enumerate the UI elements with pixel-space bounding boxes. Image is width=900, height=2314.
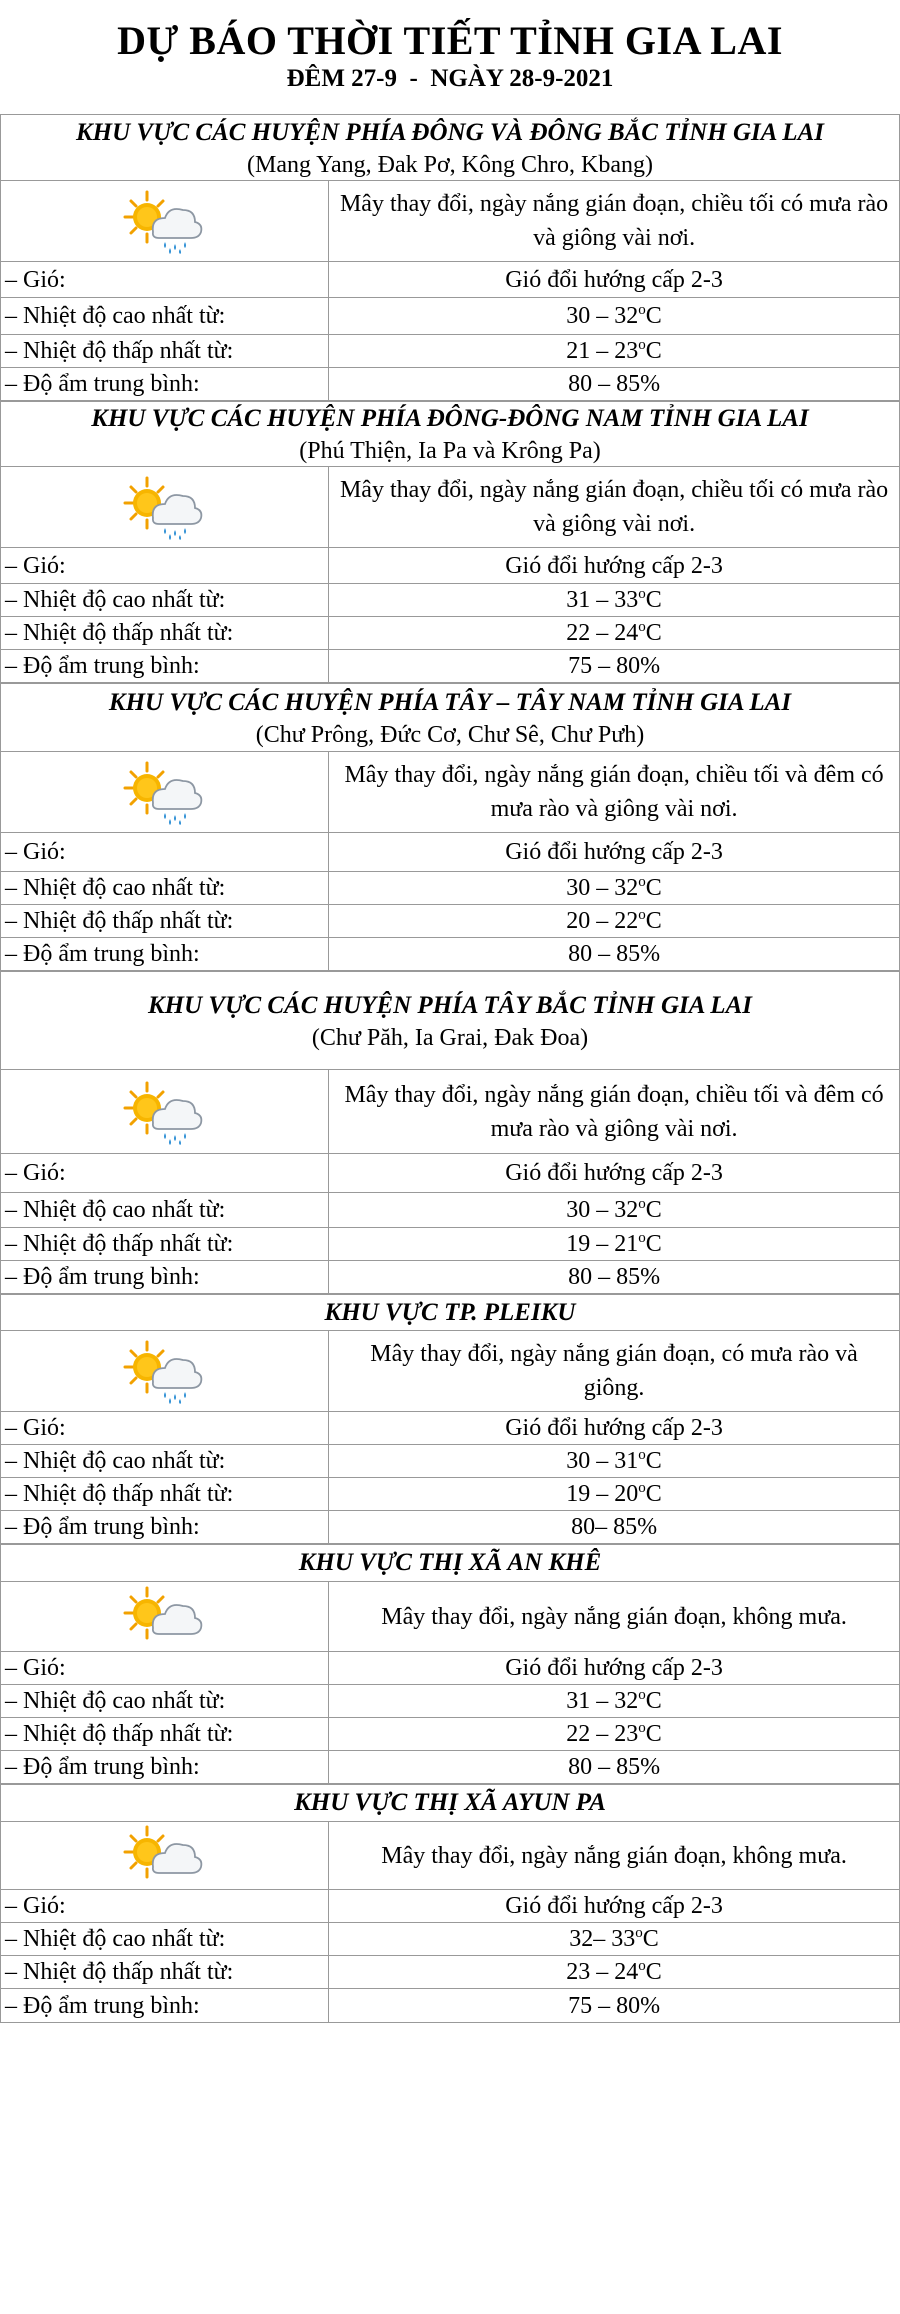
weather-icon-cell: [1, 1331, 329, 1412]
wind-value: Gió đổi hướng cấp 2-3: [329, 1154, 900, 1193]
region-header: [1, 402, 900, 467]
humidity-value: 80 – 85%: [329, 938, 900, 971]
region-name: KHU VỰC TP. PLEIKU: [324, 1298, 576, 1326]
humidity-value: 80 – 85%: [329, 1751, 900, 1784]
min-temp-number: 22 – 23: [566, 1721, 639, 1747]
min-temp-label: – Nhiệt độ thấp nhất từ:: [1, 1956, 329, 1989]
humidity-label: – Độ ẩm trung bình:: [1, 1989, 329, 2023]
degree-sup: o: [638, 1720, 646, 1736]
degree-sup: o: [638, 586, 646, 602]
max-temp-number: 32– 33: [569, 1926, 636, 1952]
temp-unit: C: [645, 1481, 662, 1507]
forecast-table: [0, 114, 900, 2023]
region-header: [1, 1295, 900, 1331]
weather-description: Mây thay đổi, ngày nắng gián đoạn, chiều tối và đêm có mưa rào và giông vài nơi.: [329, 1070, 900, 1154]
weather-description: Mây thay đổi, ngày nắng gián đoạn, chiều tối và đêm có mưa rào và giông vài nơi.: [329, 752, 900, 833]
humidity-value: 80– 85%: [329, 1511, 900, 1544]
sun-cloud-icon: [123, 1584, 207, 1650]
max-temp-label: – Nhiệt độ cao nhất từ:: [1, 298, 329, 335]
wind-value: Gió đổi hướng cấp 2-3: [329, 262, 900, 298]
temp-unit: C: [645, 1448, 662, 1474]
region-districts: (Mang Yang, Đak Pơ, Kông Chro, Kbang): [246, 151, 653, 178]
wind-label: – Gió:: [1, 833, 329, 872]
humidity-label: – Độ ẩm trung bình:: [1, 1261, 329, 1294]
degree-sup: o: [638, 1447, 646, 1463]
temp-unit: C: [645, 338, 662, 364]
wind-value: Gió đổi hướng cấp 2-3: [329, 1890, 900, 1923]
temp-unit: C: [645, 1688, 662, 1714]
degree-sup: o: [638, 1687, 646, 1703]
max-temp-value: [329, 298, 900, 335]
max-temp-number: 31 – 33: [566, 587, 639, 613]
degree-sup: o: [635, 1925, 643, 1941]
region-table: [0, 683, 900, 971]
region-header: [1, 684, 900, 752]
weather-icon-cell: [1, 1582, 329, 1652]
wind-value: Gió đổi hướng cấp 2-3: [329, 548, 900, 584]
wind-value: Gió đổi hướng cấp 2-3: [329, 1652, 900, 1685]
max-temp-value: [329, 1445, 900, 1478]
min-temp-label: – Nhiệt độ thấp nhất từ:: [1, 617, 329, 650]
wind-label: – Gió:: [1, 548, 329, 584]
min-temp-number: 21 – 23: [566, 338, 639, 364]
region-table: [0, 1544, 900, 1784]
max-temp-value: [329, 1685, 900, 1718]
min-temp-number: 22 – 24: [566, 620, 639, 646]
weather-description: Mây thay đổi, ngày nắng gián đoạn, chiều tối có mưa rào và giông vài nơi.: [329, 467, 900, 548]
max-temp-number: 30 – 31: [566, 1448, 639, 1474]
min-temp-value: [329, 1718, 900, 1751]
wind-label: – Gió:: [1, 1154, 329, 1193]
region-header: [1, 115, 900, 181]
degree-sup: o: [638, 1480, 646, 1496]
sun-cloud-rain-icon: [123, 1338, 207, 1404]
degree-sup: o: [638, 619, 646, 635]
wind-label: – Gió:: [1, 1412, 329, 1445]
wind-value: Gió đổi hướng cấp 2-3: [329, 833, 900, 872]
min-temp-value: [329, 905, 900, 938]
region-districts: (Chư Păh, Ia Grai, Đak Đoa): [311, 1024, 589, 1051]
min-temp-label: – Nhiệt độ thấp nhất từ:: [1, 905, 329, 938]
max-temp-label: – Nhiệt độ cao nhất từ:: [1, 584, 329, 617]
humidity-label: – Độ ẩm trung bình:: [1, 1751, 329, 1784]
temp-unit: C: [645, 620, 662, 646]
region-table: [0, 114, 900, 401]
temp-unit: C: [645, 1721, 662, 1747]
weather-icon-cell: [1, 467, 329, 548]
region-table: [0, 401, 900, 683]
min-temp-number: 20 – 22: [566, 908, 639, 934]
region-table: [0, 1294, 900, 1544]
max-temp-number: 30 – 32: [566, 1197, 639, 1223]
region-name: KHU VỰC THỊ XÃ AN KHÊ: [298, 1549, 602, 1576]
max-temp-label: – Nhiệt độ cao nhất từ:: [1, 1193, 329, 1228]
humidity-label: – Độ ẩm trung bình:: [1, 938, 329, 971]
wind-label: – Gió:: [1, 262, 329, 298]
degree-sup: o: [638, 874, 646, 890]
weather-icon-cell: [1, 1822, 329, 1890]
degree-sup: o: [638, 1230, 646, 1246]
region-table: [0, 971, 900, 1294]
weather-description: Mây thay đổi, ngày nắng gián đoạn, không mưa.: [329, 1582, 900, 1652]
region-name: KHU VỰC CÁC HUYỆN PHÍA ĐÔNG-ĐÔNG NAM TỈNH GIA LAI: [91, 405, 809, 432]
degree-sup: o: [638, 1196, 646, 1212]
min-temp-label: – Nhiệt độ thấp nhất từ:: [1, 335, 329, 368]
min-temp-label: – Nhiệt độ thấp nhất từ:: [1, 1718, 329, 1751]
degree-sup: o: [638, 302, 646, 318]
max-temp-label: – Nhiệt độ cao nhất từ:: [1, 1445, 329, 1478]
region-header: [1, 1785, 900, 1822]
min-temp-value: [329, 1478, 900, 1511]
sun-cloud-rain-icon: [123, 188, 207, 254]
sun-cloud-rain-icon: [123, 759, 207, 825]
region-name: KHU VỰC CÁC HUYỆN PHÍA TÂY BẮC TỈNH GIA LAI: [148, 991, 752, 1019]
wind-label: – Gió:: [1, 1652, 329, 1685]
weather-icon-cell: [1, 752, 329, 833]
temp-unit: C: [645, 587, 662, 613]
region-table: [0, 1784, 900, 2023]
wind-value: Gió đổi hướng cấp 2-3: [329, 1412, 900, 1445]
weather-icon-cell: [1, 181, 329, 262]
min-temp-value: [329, 335, 900, 368]
sun-cloud-rain-icon: [123, 1079, 207, 1145]
weather-description: Mây thay đổi, ngày nắng gián đoạn, không mưa.: [329, 1822, 900, 1890]
temp-unit: C: [645, 1231, 662, 1257]
humidity-label: – Độ ẩm trung bình:: [1, 650, 329, 683]
min-temp-value: [329, 1956, 900, 1989]
degree-sup: o: [638, 1958, 646, 1974]
sun-cloud-icon: [123, 1823, 207, 1889]
temp-unit: C: [645, 1197, 662, 1223]
min-temp-value: [329, 1228, 900, 1261]
temp-unit: C: [645, 1959, 662, 1985]
max-temp-number: 30 – 32: [566, 303, 639, 329]
max-temp-value: [329, 1923, 900, 1956]
max-temp-number: 31 – 32: [566, 1688, 639, 1714]
degree-sup: o: [638, 907, 646, 923]
max-temp-label: – Nhiệt độ cao nhất từ:: [1, 1923, 329, 1956]
page-subtitle: ĐÊM 27-9 - NGÀY 28-9-2021: [286, 65, 614, 92]
weather-icon-cell: [1, 1070, 329, 1154]
humidity-value: 80 – 85%: [329, 368, 900, 401]
temp-unit: C: [645, 875, 662, 901]
region-name: KHU VỰC THỊ XÃ AYUN PA: [294, 1789, 606, 1816]
region-header: [1, 972, 900, 1070]
humidity-label: – Độ ẩm trung bình:: [1, 1511, 329, 1544]
min-temp-value: [329, 617, 900, 650]
max-temp-value: [329, 1193, 900, 1228]
max-temp-label: – Nhiệt độ cao nhất từ:: [1, 872, 329, 905]
max-temp-label: – Nhiệt độ cao nhất từ:: [1, 1685, 329, 1718]
region-districts: (Chư Prông, Đức Cơ, Chư Sê, Chư Pưh): [255, 721, 645, 748]
temp-unit: C: [645, 908, 662, 934]
humidity-label: – Độ ẩm trung bình:: [1, 368, 329, 401]
region-name: KHU VỰC CÁC HUYỆN PHÍA TÂY – TÂY NAM TỈNH GIA LAI: [108, 688, 792, 716]
max-temp-number: 30 – 32: [566, 875, 639, 901]
humidity-value: 80 – 85%: [329, 1261, 900, 1294]
temp-unit: C: [642, 1926, 659, 1952]
min-temp-number: 19 – 21: [566, 1231, 639, 1257]
min-temp-number: 23 – 24: [566, 1959, 639, 1985]
humidity-value: 75 – 80%: [329, 650, 900, 683]
region-header: [1, 1545, 900, 1582]
weather-description: Mây thay đổi, ngày nắng gián đoạn, chiều tối có mưa rào và giông vài nơi.: [329, 181, 900, 262]
temp-unit: C: [645, 303, 662, 329]
min-temp-label: – Nhiệt độ thấp nhất từ:: [1, 1478, 329, 1511]
min-temp-number: 19 – 20: [566, 1481, 639, 1507]
degree-sup: o: [638, 337, 646, 353]
region-name: KHU VỰC CÁC HUYỆN PHÍA ĐÔNG VÀ ĐÔNG BẮC TỈNH GIA LAI: [76, 118, 824, 146]
weather-description: Mây thay đổi, ngày nắng gián đoạn, có mưa rào và giông.: [329, 1331, 900, 1412]
max-temp-value: [329, 872, 900, 905]
region-districts: (Phú Thiện, Ia Pa và Krông Pa): [299, 438, 601, 464]
page-title: DỰ BÁO THỜI TIẾT TỈNH GIA LAI: [117, 18, 783, 63]
max-temp-value: [329, 584, 900, 617]
min-temp-label: – Nhiệt độ thấp nhất từ:: [1, 1228, 329, 1261]
wind-label: – Gió:: [1, 1890, 329, 1923]
sun-cloud-rain-icon: [123, 474, 207, 540]
humidity-value: 75 – 80%: [329, 1989, 900, 2023]
